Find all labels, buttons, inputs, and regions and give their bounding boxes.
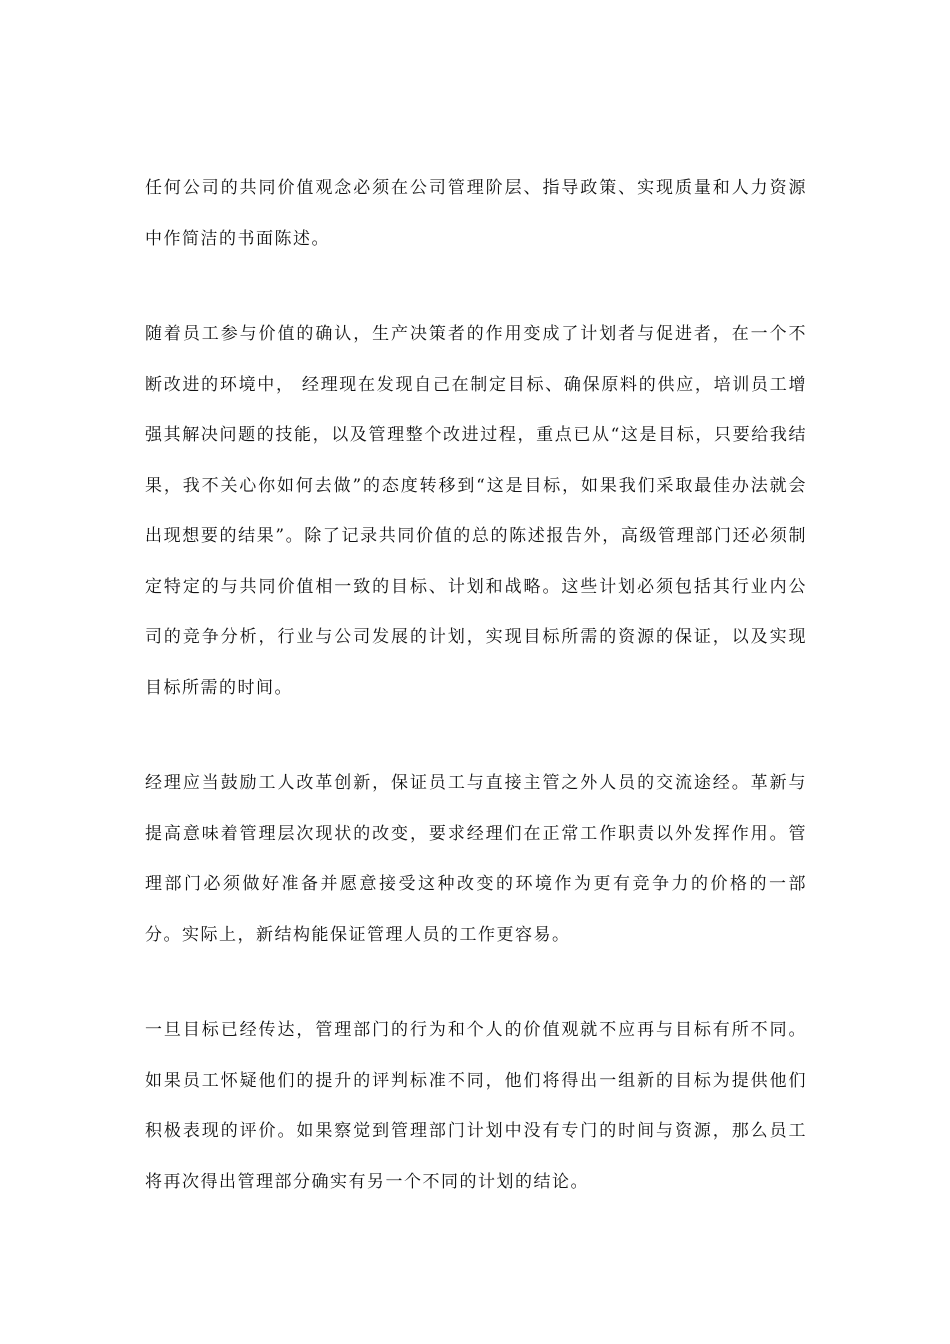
paragraph-1: 任何公司的共同价值观念必须在公司管理阶层、指导政策、实现质量和人力资源中作简洁的书面陈述。 — [145, 178, 807, 249]
document-body — [145, 163, 807, 1207]
paragraph-4: 一旦目标已经传达，管理部门的行为和个人的价值观就不应再与目标有所不同。如果员工怀疑他们的提升的评判标准不同，他们将得出一组新的目标为提供他们积极表现的评价。如果察觉到管理部门计划中没有专门的时间与资源，那么员工将再次得出管理部分确实有另一个不同的计划的结论。 — [145, 1020, 807, 1192]
paragraph-3: 经理应当鼓励工人改革创新，保证员工与直接主管之外人员的交流途经。革新与提高意味着管理层次现状的改变，要求经理们在正常工作职责以外发挥作用。管理部门必须做好准备并愿意接受这种改变的环境作为更有竞争力的价格的一部分。实际上，新结构能保证管理人员的工作更容易。 — [145, 773, 807, 945]
paragraph-2: 随着员工参与价值的确认，生产决策者的作用变成了计划者与促进者，在一个不断改进的环境中， 经理现在发现自己在制定目标、确保原料的供应，培训员工增强其解决问题的技能，以及管理整个改进过程，重点已从“这是目标，只要给我结果，我不关心你如何去做”的态度转移到“这是目标，如果我们采取最佳办法就会出现想要的结果”。除了记录共同价值的总的陈述报告外，高级管理部门还必须制定特定的与共同价值相一致的目标、计划和战略。这些计划必须包括其行业内公司的竞争分析，行业与公司发展的计划，实现目标所需的资源的保证，以及实现目标所需的时间。 — [145, 324, 807, 698]
